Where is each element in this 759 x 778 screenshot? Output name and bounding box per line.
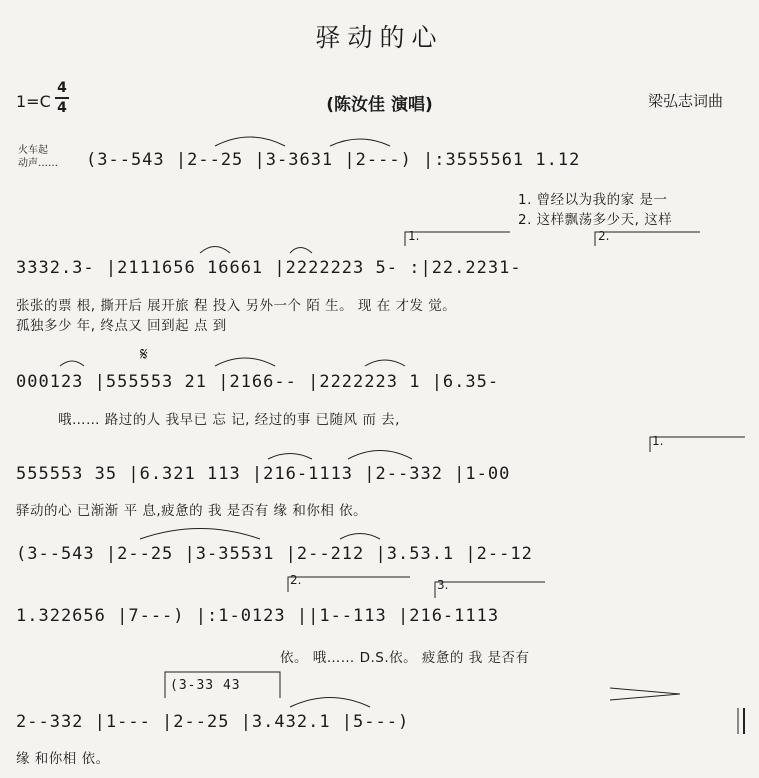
staff-row-6: 1.322656 |7---) |:1-0123 ||1--113 |216-1113 — [16, 606, 500, 626]
song-title: 驿动的心 — [315, 23, 444, 52]
intro-phrase-insert: (3-33 43 — [170, 678, 241, 693]
slur-mark — [330, 139, 390, 146]
volta-2-bracket — [595, 232, 700, 246]
lyric-row-3: 哦…… 路过的人 我早已 忘 记, 经过的事 已随风 而 去, — [58, 412, 400, 428]
intro-sound-note: 火车起 动声…… — [18, 145, 58, 169]
slur-mark — [340, 534, 380, 540]
slur-mark — [60, 361, 84, 366]
staff-row-5: (3--543 |2--25 |3-35531 |2--212 |3.53.1 |2--12 — [16, 544, 533, 564]
lyric-verse-1-start: 1. 曾经以为我的家 是一 — [518, 192, 668, 208]
volta-1-label: 1. — [408, 229, 420, 243]
slur-mark — [268, 454, 312, 460]
slur-mark — [290, 248, 312, 254]
staff-row-1: (3--543 |2--25 |3-3631 |2---) |:3555561 1.12 — [86, 150, 581, 170]
volta-1-bracket — [405, 232, 510, 246]
decrescendo-hairpin — [610, 688, 680, 700]
staff-row-2: 3332.3- |2111656 16661 |2222223 5- :|22.2231- — [16, 258, 522, 278]
slur-mark — [290, 698, 370, 708]
staff-row-3: 000123 |555553 21 |2166-- |2222223 1 |6.35- — [16, 372, 500, 392]
singer-credit: (陈汝佳 演唱) — [326, 95, 433, 115]
slur-mark — [140, 529, 260, 540]
segno-sign: 𝄋 — [140, 344, 148, 365]
intro-phrase-bracket — [165, 672, 280, 698]
volta-2-end-label: 2. — [290, 573, 302, 587]
staff-row-7: 2--332 |1--- |2--25 |3.432.1 |5---) — [16, 712, 410, 732]
slur-mark — [348, 451, 412, 460]
slur-mark — [215, 137, 285, 146]
composer-credit: 梁弘志词曲 — [648, 92, 724, 110]
volta-2-label: 2. — [598, 229, 610, 243]
time-signature-bottom: 4 — [57, 99, 67, 116]
key-signature: 1=C — [16, 92, 51, 111]
slur-mark — [200, 247, 230, 254]
slur-mark — [365, 360, 405, 366]
volta-3-bracket — [435, 582, 545, 598]
staff-row-4: 555553 35 |6.321 113 |216-1113 |2--332 |1-00 — [16, 464, 511, 484]
lyric-verse-2-start: 2. 这样飘荡多少天, 这样 — [518, 212, 673, 228]
volta-3-label: 3. — [437, 578, 449, 592]
volta-2-end-bracket — [288, 577, 410, 592]
lyric-row-6: 依。 哦…… D.S.依。 疲惫的 我 是否有 — [280, 650, 530, 666]
time-signature-top: 4 — [57, 80, 67, 96]
lyric-row-2-verse-2: 孤独多少 年, 终点又 回到起 点 到 — [16, 318, 227, 334]
slur-mark — [215, 358, 275, 366]
volta-1-end-bracket — [650, 437, 745, 452]
lyric-row-7: 缘 和你相 依。 — [16, 751, 110, 767]
volta-1-end-label: 1. — [652, 434, 664, 448]
lyric-row-2-verse-1: 张张的票 根, 撕开后 展开旅 程 投入 另外一个 陌 生。 现 在 才发 觉。 — [16, 298, 457, 314]
lyric-row-4: 驿动的心 已渐渐 平 息,疲惫的 我 是否有 缘 和你相 依。 — [16, 503, 368, 519]
